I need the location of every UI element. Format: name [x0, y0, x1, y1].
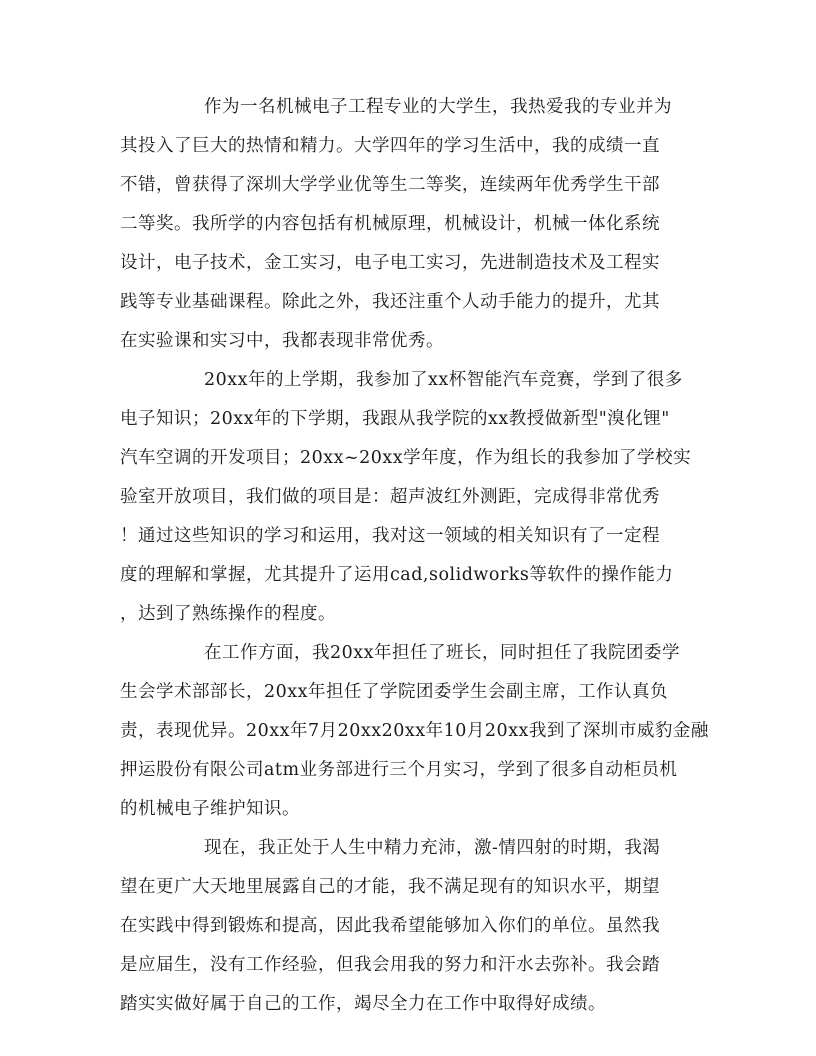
text-line: 20xx年的上学期，我参加了xx杯智能汽车竞赛，学到了很多 [204, 370, 683, 390]
paragraph-3 [120, 634, 709, 829]
text-line: 不错，曾获得了深圳大学学业优等生二等奖，连续两年优秀学生干部 [120, 175, 660, 195]
text-line: 二等奖。我所学的内容包括有机械原理，机械设计，机械一体化系统 [120, 214, 660, 234]
document-body [120, 88, 709, 1024]
text-line: 在实验课和实习中，我都表现非常优秀。 [120, 331, 444, 351]
text-line: ，达到了熟练操作的程度。 [120, 604, 336, 624]
text-line: 望在更广大天地里展露自己的才能，我不满足现有的知识水平，期望 [120, 877, 660, 897]
text-line: ！通过这些知识的学习和运用，我对这一领域的相关知识有了一定程 [120, 526, 660, 546]
text-line: 在工作方面，我20xx年担任了班长，同时担任了我院团委学 [204, 643, 681, 663]
text-line: 其投入了巨大的热情和精力。大学四年的学习生活中，我的成绩一直 [120, 136, 660, 156]
text-line: 践等专业基础课程。除此之外，我还注重个人动手能力的提升，尤其 [120, 292, 660, 312]
text-line: 的机械电子维护知识。 [120, 799, 300, 819]
paragraph-4 [120, 829, 696, 1024]
text-line: 是应届生，没有工作经验，但我会用我的努力和汗水去弥补。我会踏 [120, 955, 660, 975]
text-line: 验室开放项目，我们做的项目是：超声波红外测距，完成得非常优秀 [120, 487, 660, 507]
text-line: 汽车空调的开发项目；20xx~20xx学年度，作为组长的我参加了学校实 [120, 448, 692, 468]
paragraph-1 [120, 88, 696, 361]
text-line: 责，表现优异。20xx年7月20xx20xx年10月20xx我到了深圳市威豹金融 [120, 721, 709, 741]
text-line: 作为一名机械电子工程专业的大学生，我热爱我的专业并为 [204, 97, 672, 117]
text-line: 设计，电子技术，金工实习，电子电工实习，先进制造技术及工程实 [120, 253, 660, 273]
text-line: 生会学术部部长，20xx年担任了学院团委学生会副主席，工作认真负 [120, 682, 669, 702]
text-line: 现在，我正处于人生中精力充沛，激-情四射的时期，我渴 [204, 838, 661, 858]
text-line: 度的理解和掌握，尤其提升了运用cad,solidworks等软件的操作能力 [120, 565, 674, 585]
text-line: 踏实实做好属于自己的工作，竭尽全力在工作中取得好成绩。 [120, 994, 606, 1014]
text-line: 在实践中得到锻炼和提高，因此我希望能够加入你们的单位。虽然我 [120, 916, 660, 936]
text-line: 押运股份有限公司atm业务部进行三个月实习，学到了很多自动柜员机 [120, 760, 678, 780]
text-line: 电子知识；20xx年的下学期，我跟从我学院的xx教授做新型"溴化锂" [120, 409, 670, 429]
paragraph-2 [120, 361, 696, 634]
